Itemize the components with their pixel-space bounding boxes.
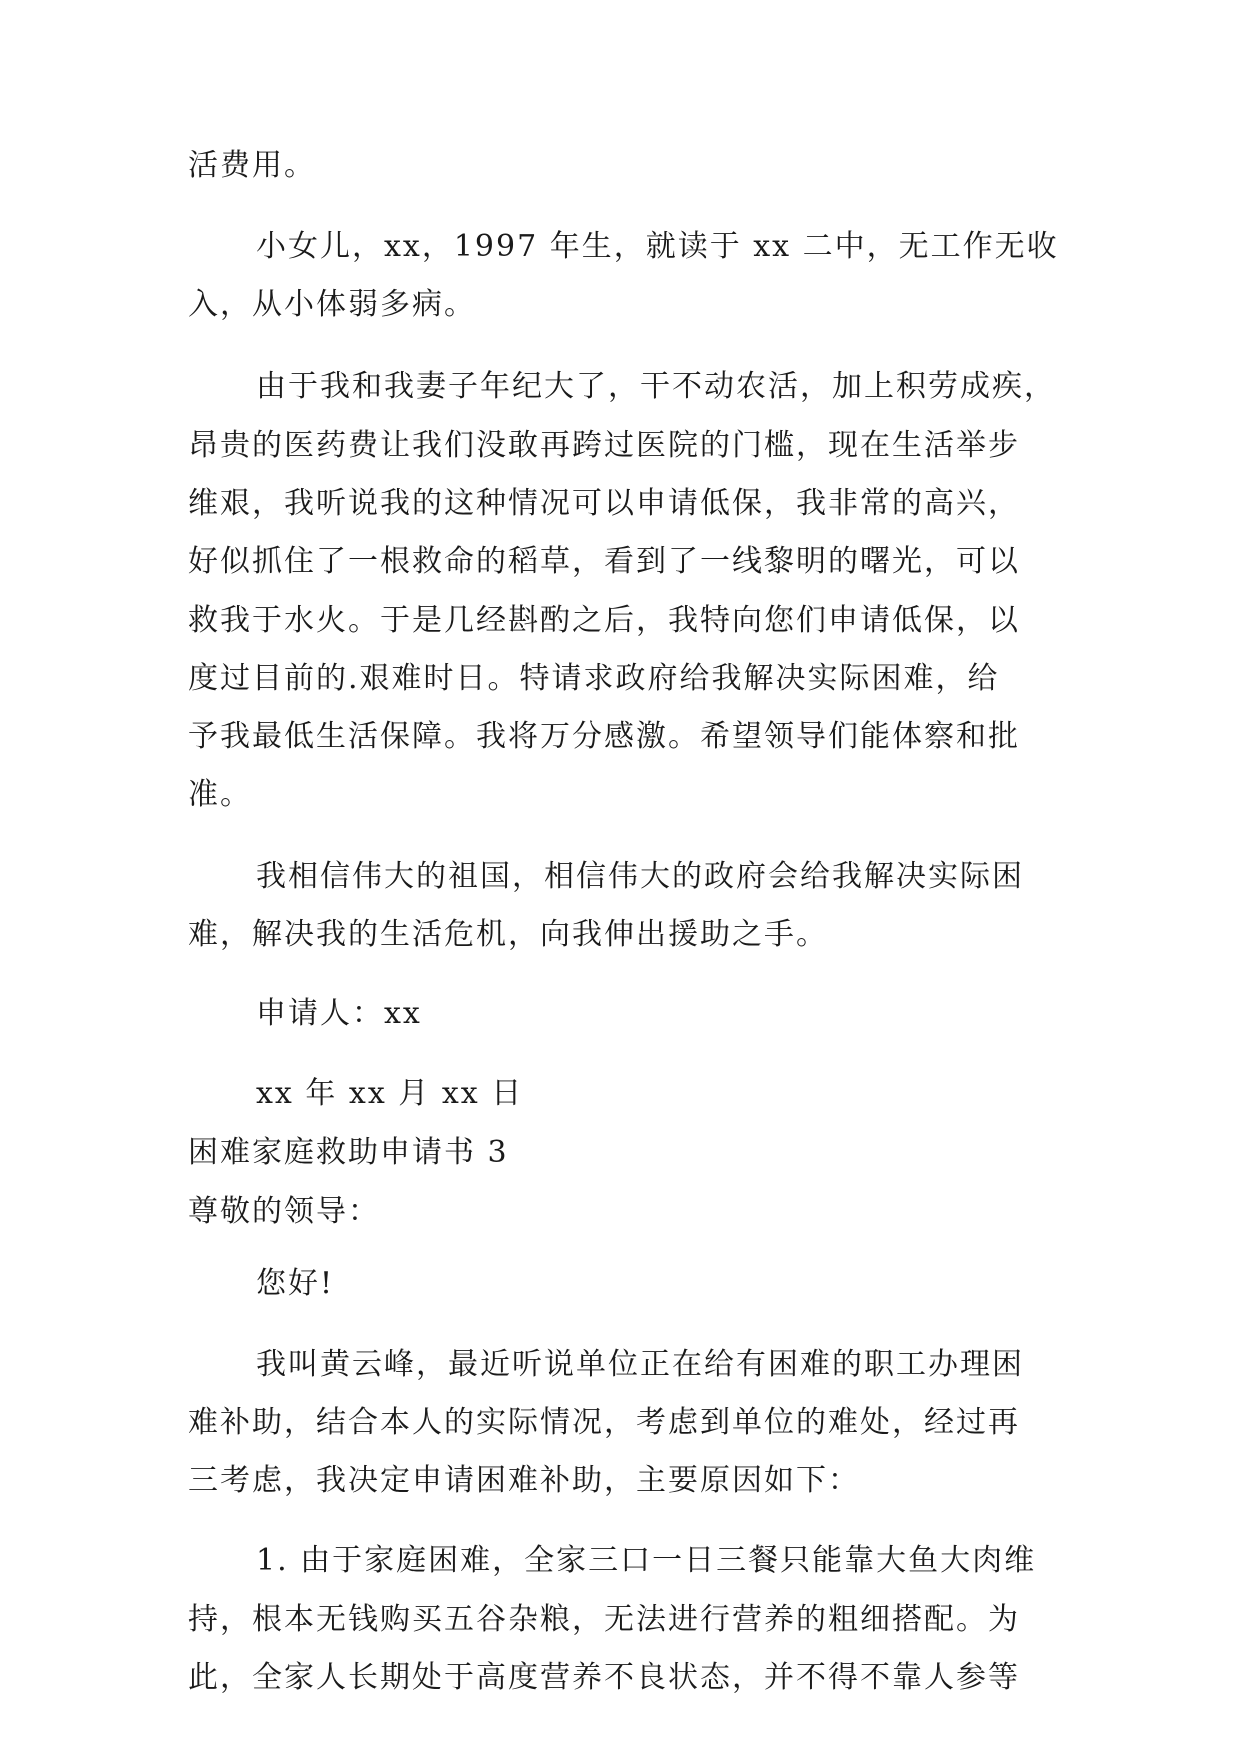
text-line: 由于我和我妻子年纪大了，干不动农活，加上积劳成疾，: [256, 369, 1056, 404]
text-line: 好似抓住了一根救命的稻草，看到了一线黎明的曙光，可以: [188, 544, 1020, 579]
text-line: 小女儿，xx，1997 年生，就读于 xx 二中，无工作无收: [256, 229, 1059, 264]
text-line: 我相信伟大的祖国，相信伟大的政府会给我解决实际困: [256, 859, 1024, 894]
text-line: 难补助，结合本人的实际情况，考虑到单位的难处，经过再: [188, 1405, 1020, 1440]
text-line: 入，从小体弱多病。: [188, 287, 476, 322]
date-line: xx 年 xx 月 xx 日: [256, 1076, 524, 1111]
text-line: 昂贵的医药费让我们没敢再跨过医院的门槛，现在生活举步: [188, 428, 1020, 463]
text-line: 我叫黄云峰，最近听说单位正在给有困难的职工办理困: [256, 1347, 1024, 1382]
text-line: 活费用。: [188, 148, 316, 183]
text-line: 救我于水火。于是几经斟酌之后，我特向您们申请低保，以: [188, 603, 1020, 638]
text-line: 1. 由于家庭困难，全家三口一日三餐只能靠大鱼大肉维: [256, 1543, 1037, 1578]
text-line: 准。: [188, 777, 252, 812]
applicant-line: 申请人：xx: [256, 996, 422, 1031]
text-line: 持，根本无钱购买五谷杂粮，无法进行营养的粗细搭配。为: [188, 1602, 1020, 1637]
text-line: 予我最低生活保障。我将万分感激。希望领导们能体察和批: [188, 719, 1020, 754]
text-line: 维艰，我听说我的这种情况可以申请低保，我非常的高兴，: [188, 486, 1020, 521]
salutation: 尊敬的领导：: [188, 1194, 380, 1229]
greeting: 您好!: [256, 1266, 335, 1301]
text-line: 三考虑，我决定申请困难补助，主要原因如下：: [188, 1463, 860, 1498]
text-line: 度过目前的.艰难时日。特请求政府给我解决实际困难，给: [188, 661, 1000, 696]
section-title: 困难家庭救助申请书 3: [188, 1135, 509, 1170]
text-line: 此，全家人长期处于高度营养不良状态，并不得不靠人参等: [188, 1660, 1020, 1695]
text-line: 难，解决我的生活危机，向我伸出援助之手。: [188, 917, 828, 952]
